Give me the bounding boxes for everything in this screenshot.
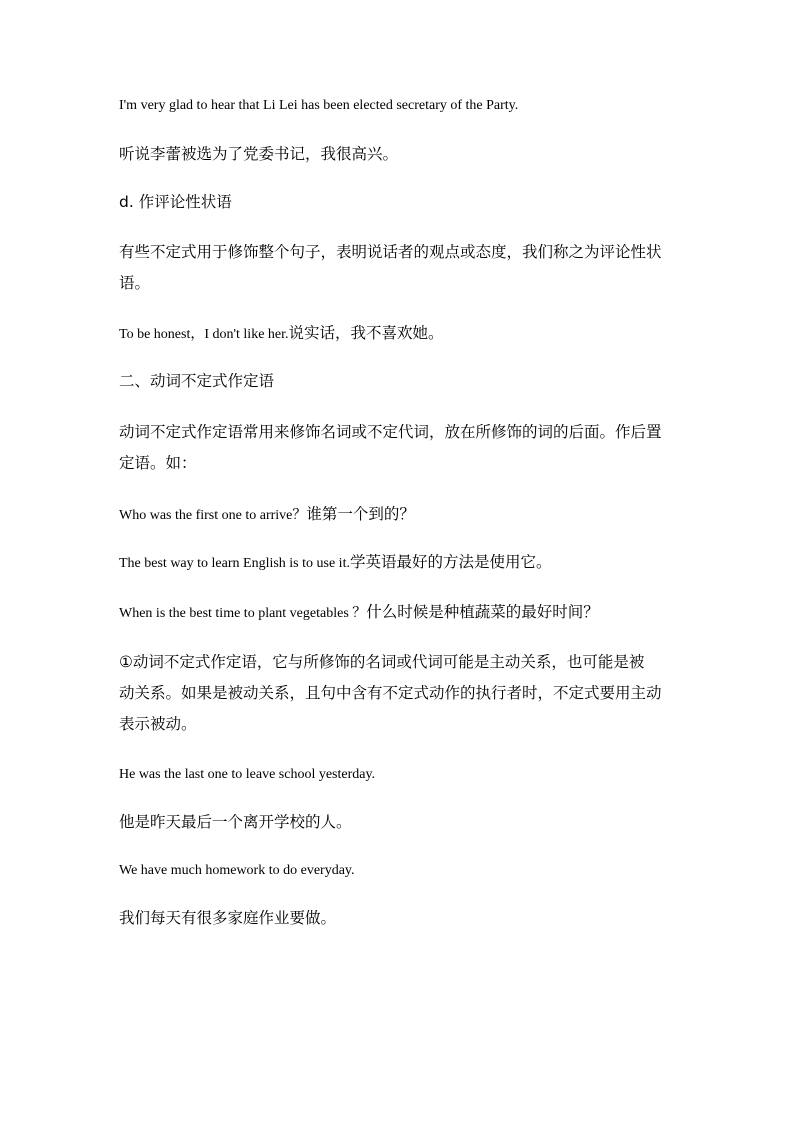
paragraph-line: 动词不定式作定语常用来修饰名词或不定代词，放在所修饰的词的后面。作后置 [119, 423, 662, 441]
example-sentence-with-translation [119, 318, 679, 350]
english-example-sentence: He was the last one to leave school yesterday. [119, 767, 376, 782]
english-example-sentence: I'm very glad to hear that Li Lei has been elected secretary of the Party. [119, 98, 519, 113]
explanation-paragraph [119, 647, 679, 740]
english-example: Who was the first one to arrive？ [119, 508, 307, 523]
chinese-translation: 他是昨天最后一个离开学校的人。 [119, 813, 352, 831]
paragraph-line: 动关系。如果是被动关系，且句中含有不定式动作的执行者时，不定式要用主动 [119, 684, 662, 702]
english-example: When is the best time to plant vegetables ？ [119, 606, 367, 621]
chinese-translation: 说实话，我不喜欢她。 [288, 324, 444, 342]
english-example: To be honest，I don't like her. [119, 327, 289, 342]
english-example-sentence: We have much homework to do everyday. [119, 863, 355, 878]
paragraph-line: 语。 [119, 274, 151, 292]
chinese-translation: 听说李蕾被选为了党委书记，我很高兴。 [119, 145, 399, 163]
paragraph-line: ①动词不定式作定语，它与所修饰的名词或代词可能是主动关系，也可能是被 [119, 653, 645, 671]
explanation-paragraph [119, 237, 679, 299]
example-sentence-with-translation [119, 597, 679, 629]
chinese-translation: 学英语最好的方法是使用它。 [349, 553, 552, 571]
example-sentence-with-translation [119, 499, 679, 531]
explanation-paragraph [119, 417, 679, 479]
example-sentence-with-translation [119, 547, 679, 579]
english-example: The best way to learn English is to use it. [119, 556, 350, 571]
chinese-translation: 什么时候是种植蔬菜的最好时间？ [366, 603, 599, 621]
chinese-translation: 我们每天有很多家庭作业要做。 [119, 909, 337, 927]
paragraph-line: 定语。如： [119, 454, 197, 472]
paragraph-line: 有些不定式用于修饰整个句子，表明说话者的观点或态度，我们称之为评论性状 [119, 243, 662, 261]
section-heading: 二、动词不定式作定语 [119, 372, 275, 390]
section-subheading: d. 作评论性状语 [119, 193, 232, 211]
paragraph-line: 表示被动。 [119, 715, 197, 733]
chinese-translation: 谁第一个到的？ [306, 505, 415, 523]
